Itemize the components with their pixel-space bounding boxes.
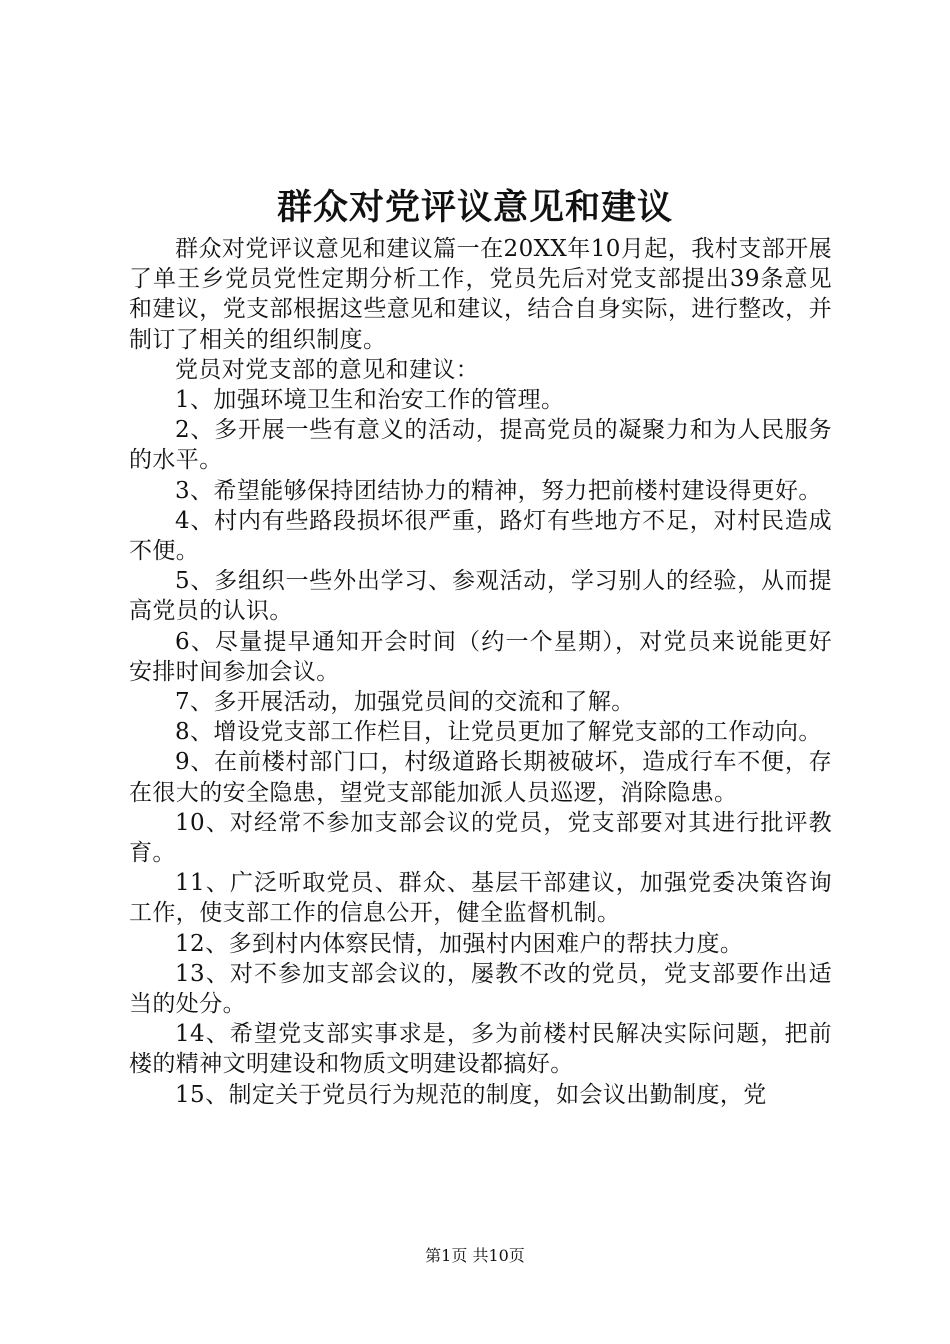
list-item-15: 15、制定关于党员行为规范的制度，如会议出勤制度，党: [175, 1081, 767, 1108]
page-footer: 第1页 共10页: [425, 1246, 525, 1265]
intro-paragraph: 群众对党评议意见和建议篇一在20XX年10月起，我村支部开展了单王乡党员党性定期分析工作，党员先后对党支部提出39条意见和建议，党支部根据这些意见和建议，结合自身实际，进行整改，并制订了相关的组织制度。: [129, 236, 832, 353]
document-body: [129, 234, 832, 1110]
list-item-7: 7、多开展活动，加强党员间的交流和了解。: [175, 689, 635, 716]
list-item-14: 14、希望党支部实事求是，多为前楼村民解决实际问题，把前楼的精神文明建设和物质文明建设都搞好。: [129, 1021, 832, 1078]
list-item-11: 11、广泛听取党员、群众、基层干部建议，加强党委决策咨询工作，使支部工作的信息公开，健全监督机制。: [129, 870, 832, 927]
list-item-3: 3、希望能够保持团结协力的精神，努力把前楼村建设得更好。: [175, 477, 822, 504]
list-item-4: 4、村内有些路段损坏很严重，路灯有些地方不足，对村民造成不便。: [129, 507, 832, 565]
document-title: 群众对党评议意见和建议: [276, 187, 673, 228]
list-item-8: 8、增设党支部工作栏目，让党员更加了解党支部的工作动向。: [175, 719, 822, 746]
list-item-13: 13、对不参加支部会议的，屡教不改的党员，党支部要作出适当的处分。: [129, 960, 832, 1018]
list-item-6: 6、尽量提早通知开会时间（约一个星期），对党员来说能更好安排时间参加会议。: [129, 628, 832, 685]
list-item-1: 1、加强环境卫生和治安工作的管理。: [175, 387, 565, 414]
list-item-5: 5、多组织一些外出学习、参观活动，学习别人的经验，从而提高党员的认识。: [129, 568, 832, 625]
list-item-2: 2、多开展一些有意义的活动，提高党员的凝聚力和为人民服务的水平。: [129, 417, 832, 474]
list-item-9: 9、在前楼村部门口，村级道路长期被破坏，造成行车不便，存在很大的安全隐患，望党支部能加派人员巡逻，消除隐患。: [129, 749, 832, 806]
list-item-12: 12、多到村内体察民情，加强村内困难户的帮扶力度。: [175, 930, 744, 957]
section-heading: 党员对党支部的意见和建议：: [175, 356, 480, 383]
list-item-10: 10、对经常不参加支部会议的党员，党支部要对其进行批评教育。: [129, 809, 832, 867]
